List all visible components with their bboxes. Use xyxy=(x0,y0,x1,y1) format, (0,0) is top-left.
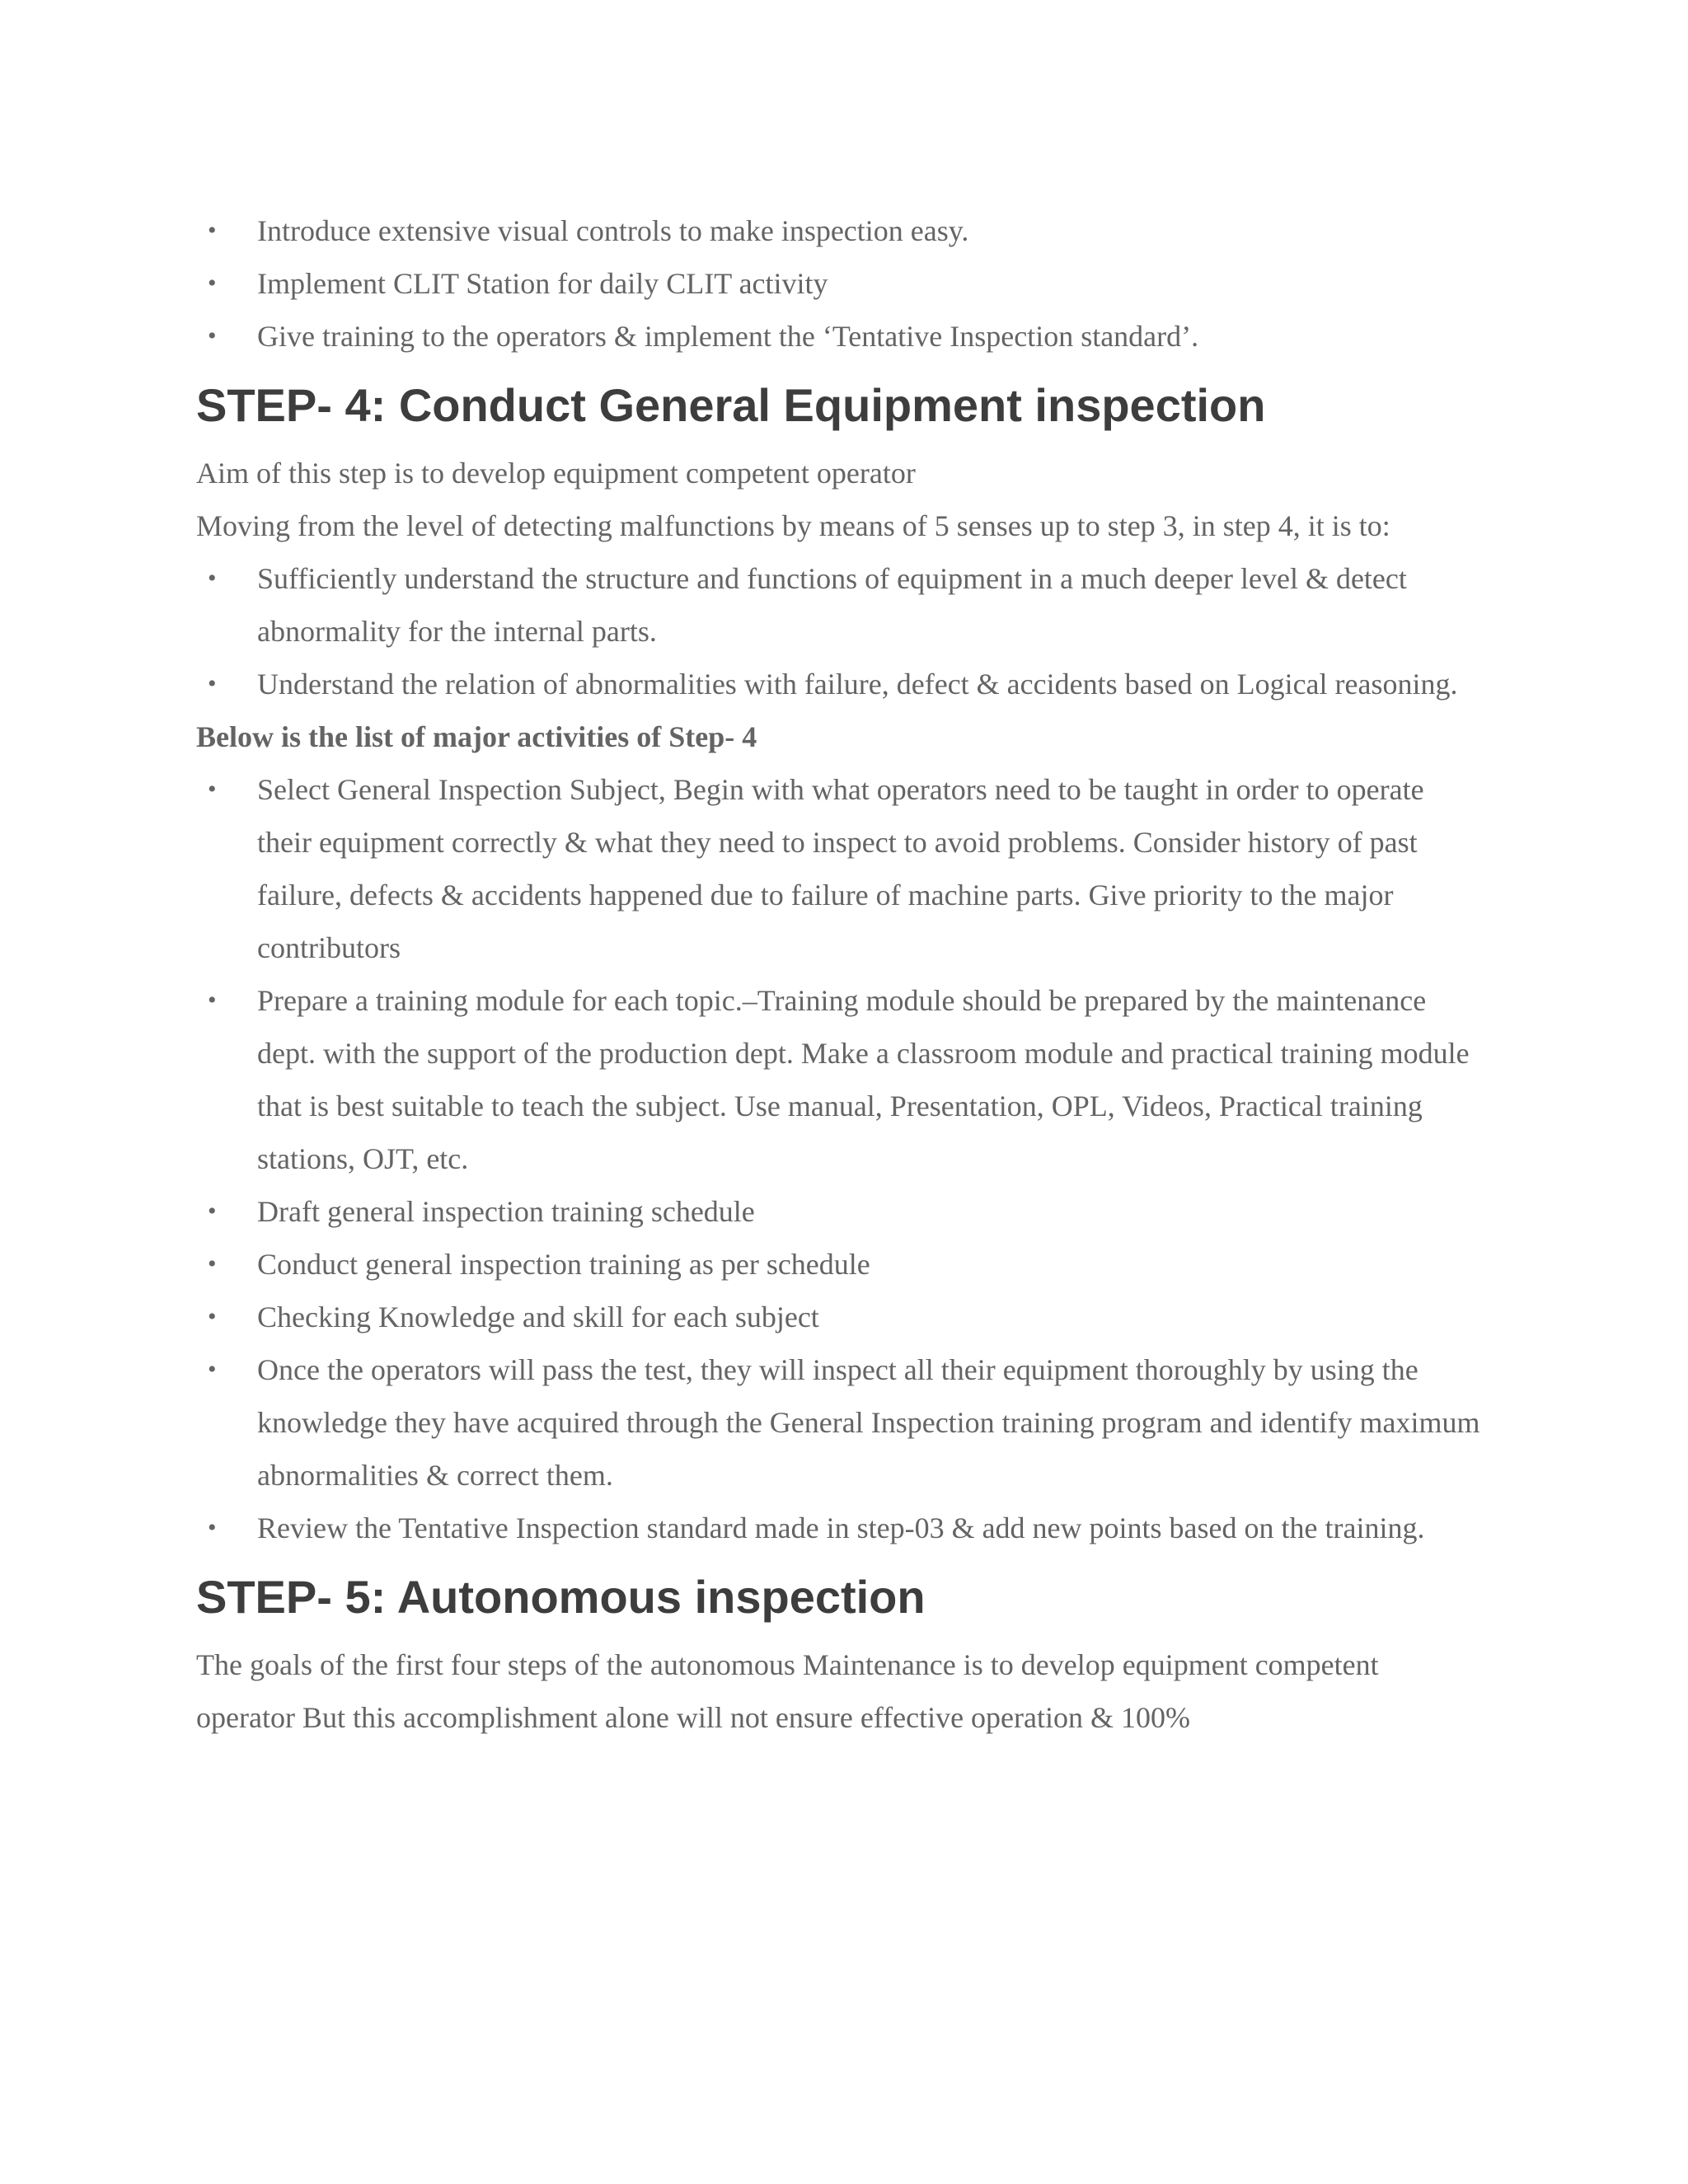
list-item: • Checking Knowledge and skill for each subject xyxy=(196,1291,1482,1343)
step4-aim: Aim of this step is to develop equipment competent operator xyxy=(196,457,916,490)
step4-activities-title: Below is the list of major activities of Step- 4 xyxy=(196,720,757,753)
document-page xyxy=(196,204,1482,1744)
list-item: • Conduct general inspection training as per schedule xyxy=(196,1238,1482,1291)
list-item: • Draft general inspection training schedule xyxy=(196,1185,1482,1238)
list-item: • Review the Tentative Inspection standard made in step-03 & add new points based on the training. xyxy=(196,1502,1482,1554)
step4-heading: STEP- 4: Conduct General Equipment inspection xyxy=(196,379,1266,431)
list-item: • Introduce extensive visual controls to make inspection easy. xyxy=(196,204,1482,257)
step4-moving-text: Moving from the level of detecting malfunctions by means of 5 senses up to step 3, in step 4, it is to: xyxy=(196,509,1390,542)
step4-goals-list xyxy=(196,552,1482,710)
step5-heading: STEP- 5: Autonomous inspection xyxy=(196,1571,926,1623)
intro-bullet-list xyxy=(196,204,1482,363)
list-item: • Implement CLIT Station for daily CLIT activity xyxy=(196,257,1482,310)
step4-activities-list xyxy=(196,763,1482,1554)
list-item: • Once the operators will pass the test, they will inspect all their equipment thoroughly by using the knowledge they have acquired through the General Inspection training program and identify maximum abnormalities & correct them. xyxy=(196,1343,1482,1502)
list-item: • Sufficiently understand the structure and functions of equipment in a much deeper level & detect abnormality for the internal parts. xyxy=(196,552,1482,658)
list-item: • Understand the relation of abnormalities with failure, defect & accidents based on Logical reasoning. xyxy=(196,658,1482,710)
list-item: • Prepare a training module for each topic.–Training module should be prepared by the maintenance dept. with the support of the production dept. Make a classroom module and practical training module that is best suitable to teach the subject. Use manual, Presentation, OPL, Videos, Practical training stations, OJT, etc. xyxy=(196,974,1482,1185)
step5-intro: The goals of the first four steps of the autonomous Maintenance is to develop equipment competent operator But this accomplishment alone will not ensure effective operation & 100% xyxy=(196,1648,1379,1734)
list-item: • Select General Inspection Subject, Begin with what operators need to be taught in order to operate their equipment correctly & what they need to inspect to avoid problems. Consider history of past failure, defects & accidents happened due to failure of machine parts. Give priority to the major contributors xyxy=(196,763,1482,974)
list-item: • Give training to the operators & implement the ‘Tentative Inspection standard’. xyxy=(196,310,1482,363)
